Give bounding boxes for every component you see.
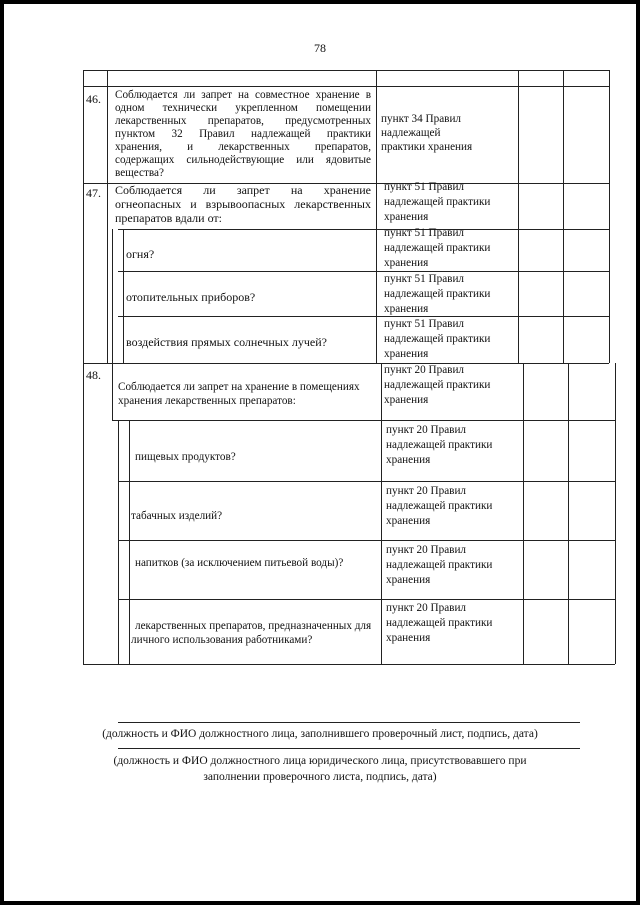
subitem-label: табачных изделий?: [131, 510, 223, 522]
table-line: [118, 229, 609, 230]
text-line: пункт 51 Правил: [384, 318, 465, 330]
table-line: [523, 363, 524, 664]
text-line: надлежащей практики: [384, 379, 491, 391]
table-line: [123, 229, 124, 363]
text-line: Соблюдается ли запрет на хранение в помещениях: [118, 381, 360, 393]
text-line: надлежащей практики: [386, 617, 493, 629]
text-line: огнеопасных и взрывоопасных лекарственных: [115, 197, 371, 211]
text-line: вещества?: [115, 167, 164, 179]
table-line: [83, 363, 609, 364]
row-number: 46.: [86, 92, 101, 106]
text-line: надлежащей практики: [386, 439, 493, 451]
text-line: хранения лекарственных препаратов:: [118, 395, 296, 407]
text-line: пункт 20 Правил: [386, 602, 467, 614]
text-line: личного использования работниками?: [131, 634, 313, 646]
row-number: 47.: [86, 186, 101, 200]
text-line: препаратов вдали от:: [115, 211, 222, 225]
text-line: одном технически укрепленном помещении: [115, 102, 371, 114]
text-line: Соблюдается ли запрет на хранение: [115, 183, 371, 197]
text-line: хранения: [386, 632, 431, 644]
table-line: [107, 70, 108, 363]
text-line: пункт 51 Правил: [384, 227, 465, 239]
subitem-label: воздействия прямых солнечных лучей?: [126, 335, 327, 349]
table-line: [83, 70, 609, 71]
table-line: [118, 599, 615, 600]
text-line: хранения, и лекарственных препаратов,: [115, 141, 371, 153]
table-line: [118, 271, 609, 272]
text-line: надлежащей практики: [386, 559, 493, 571]
table-line: [615, 363, 616, 664]
table-line: [83, 664, 615, 665]
text-line: пункт 20 Правил: [386, 544, 467, 556]
table-line: [563, 70, 564, 363]
scan-edge-bottom: [0, 901, 640, 905]
table-line: [118, 481, 615, 482]
page-number: 78: [314, 41, 326, 55]
table-line: [568, 363, 569, 664]
text-line: содержащих сильнодействующие или ядовитые: [115, 154, 371, 166]
table-line: [112, 229, 113, 363]
table-line: [376, 70, 377, 363]
text-line: пункт 34 Правил: [381, 113, 462, 125]
text-line: лекарственных препаратов, предназначенных для: [135, 620, 372, 632]
table-line: [129, 420, 130, 664]
text-line: Соблюдается ли запрет на совместное хранение в: [115, 89, 371, 101]
text-line: лекарственных препаратов, предусмотренных: [115, 115, 371, 127]
table-line: [112, 420, 615, 421]
text-line: практики хранения: [381, 141, 473, 153]
text-line: пункт 20 Правил: [384, 364, 465, 376]
text-line: хранения: [384, 303, 429, 315]
text-line: надлежащей практики: [384, 196, 491, 208]
table-line: [381, 363, 382, 664]
text-line: хранения: [384, 394, 429, 406]
row-number: 48.: [86, 368, 101, 382]
table-line: [112, 363, 113, 420]
text-line: хранения: [384, 211, 429, 223]
signature-line: [118, 722, 580, 723]
text-line: пункт 51 Правил: [384, 273, 465, 285]
text-line: надлежащей практики: [386, 500, 493, 512]
text-line: надлежащей практики: [384, 333, 491, 345]
signature-caption: (должность и ФИО должностного лица юридического лица, присутствовавшего при: [113, 755, 527, 767]
signature-caption: (должность и ФИО должностного лица, заполнившего проверочный лист, подпись, дата): [102, 728, 538, 740]
text-line: пункт 51 Правил: [384, 181, 465, 193]
signature-caption: заполнении проверочного листа, подпись, дата): [203, 771, 437, 783]
text-line: надлежащей: [381, 127, 441, 139]
subitem-label: напитков (за исключением питьевой воды)?: [135, 557, 344, 569]
subitem-label: огня?: [126, 247, 155, 261]
table-line: [83, 70, 84, 664]
signature-line: [118, 748, 580, 749]
text-line: хранения: [384, 348, 429, 360]
subitem-label: пищевых продуктов?: [135, 451, 236, 463]
text-line: пункт 20 Правил: [386, 485, 467, 497]
scan-edge-top: [0, 0, 640, 4]
table-line: [118, 316, 609, 317]
table-line: [83, 86, 609, 87]
text-line: хранения: [386, 454, 431, 466]
text-line: пункт 20 Правил: [386, 424, 467, 436]
text-line: надлежащей практики: [384, 242, 491, 254]
table-line: [118, 540, 615, 541]
text-line: надлежащей практики: [384, 288, 491, 300]
table-line: [118, 420, 119, 664]
text-line: хранения: [386, 574, 431, 586]
text-line: пунктом 32 Правил надлежащей практики: [115, 128, 371, 140]
text-line: хранения: [386, 515, 431, 527]
text-line: хранения: [384, 257, 429, 269]
subitem-label: отопительных приборов?: [126, 290, 256, 304]
table-line: [609, 70, 610, 363]
